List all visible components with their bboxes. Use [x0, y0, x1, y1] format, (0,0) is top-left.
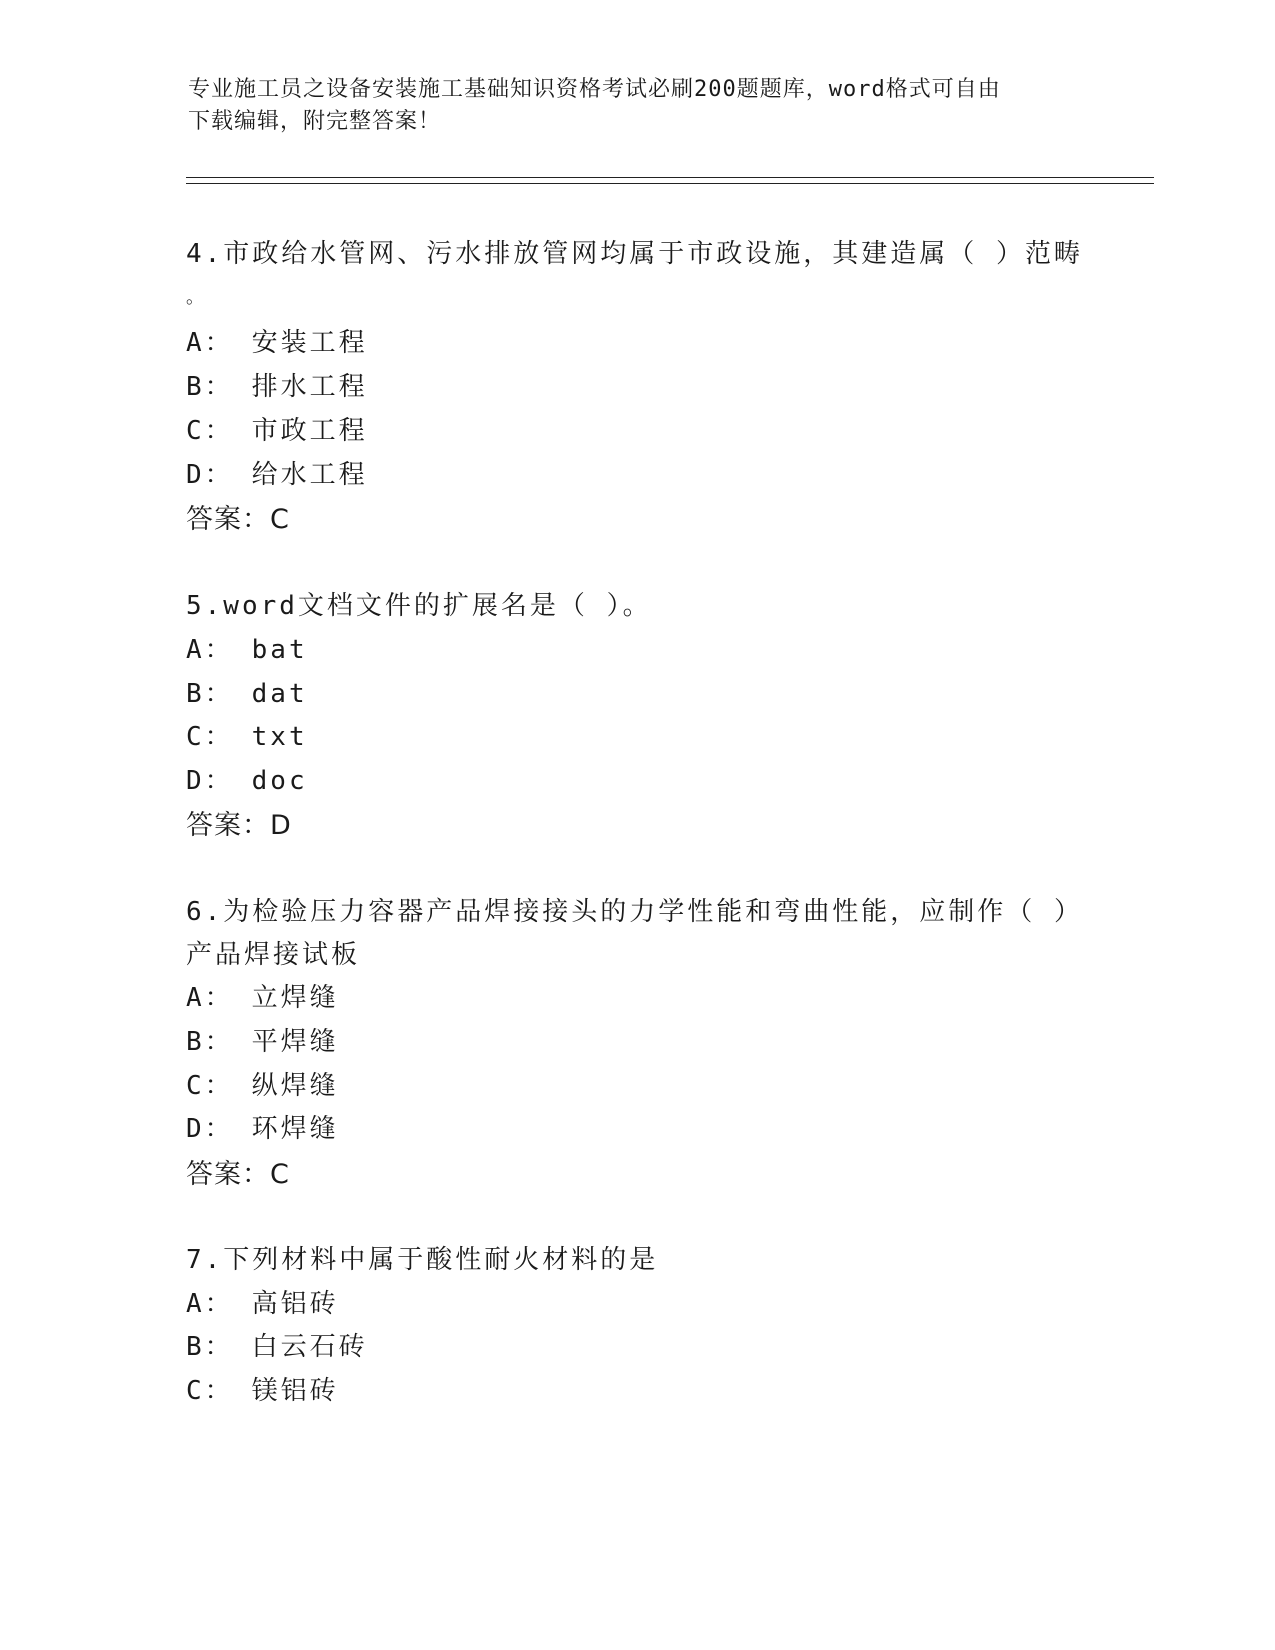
question-5-option-a — [186, 629, 1086, 666]
question-4-option-b — [186, 366, 1086, 403]
option-letter: D： — [186, 460, 234, 490]
question-4-stem-line-2: 。 — [186, 287, 207, 308]
question-5-answer: 答案：D — [186, 810, 292, 841]
question-4-answer: 答案：C — [186, 504, 290, 535]
option-letter: A： — [186, 635, 234, 665]
option-text: 高铝砖 — [251, 1289, 339, 1319]
question-7-option-c — [186, 1370, 1086, 1407]
question-4-stem-line-1: 4.市政给水管网、污水排放管网均属于市政设施，其建造属（ ）范畴 — [186, 239, 1083, 269]
question-6-stem-line-2: 产品焊接试板 — [186, 940, 361, 970]
option-text: 白云石砖 — [251, 1332, 368, 1362]
question-6-option-c — [186, 1065, 1086, 1102]
question-6-stem-line-1: 6.为检验压力容器产品焊接接头的力学性能和弯曲性能，应制作（ ） — [186, 897, 1083, 927]
question-6-option-b — [186, 1021, 1086, 1058]
question-4-option-d — [186, 454, 1086, 491]
option-text: 排水工程 — [251, 372, 368, 402]
option-letter: C： — [186, 1071, 234, 1101]
option-letter: C： — [186, 1376, 234, 1406]
option-letter: A： — [186, 328, 234, 358]
option-text: 安装工程 — [251, 328, 368, 358]
header-line-2: 下载编辑，附完整答案！ — [188, 109, 442, 134]
header-line-1: 专业施工员之设备安装施工基础知识资格考试必刷200题题库，word格式可自由 — [188, 77, 1001, 102]
question-6-option-d — [186, 1108, 1086, 1145]
option-text: 平焊缝 — [251, 1027, 339, 1057]
header-divider-bottom — [186, 183, 1154, 184]
option-text: dat — [251, 679, 308, 709]
option-letter: B： — [186, 372, 234, 402]
question-6-answer: 答案：C — [186, 1159, 290, 1190]
option-letter: B： — [186, 679, 234, 709]
option-text: 纵焊缝 — [251, 1071, 339, 1101]
question-5-option-d — [186, 760, 1086, 797]
option-letter: A： — [186, 1289, 234, 1319]
option-text: 镁铝砖 — [251, 1376, 339, 1406]
option-letter: B： — [186, 1027, 234, 1057]
option-letter: C： — [186, 722, 234, 752]
question-4-option-a — [186, 322, 1086, 359]
option-letter: B： — [186, 1332, 234, 1362]
header-divider-top — [186, 177, 1154, 178]
option-text: doc — [251, 766, 308, 796]
question-5-option-c — [186, 716, 1086, 753]
option-text: bat — [251, 635, 308, 665]
question-5-option-b — [186, 673, 1086, 710]
option-text: 立焊缝 — [251, 983, 339, 1013]
option-text: txt — [251, 722, 308, 752]
question-7-stem-line-1: 7.下列材料中属于酸性耐火材料的是 — [186, 1245, 659, 1275]
option-text: 给水工程 — [251, 460, 368, 490]
option-text: 市政工程 — [251, 416, 368, 446]
question-7-option-b — [186, 1326, 1086, 1363]
option-letter: D： — [186, 1114, 234, 1144]
option-letter: A： — [186, 983, 234, 1013]
option-letter: D： — [186, 766, 234, 796]
option-letter: C： — [186, 416, 234, 446]
question-7-option-a — [186, 1283, 1086, 1320]
document-header — [188, 74, 1088, 138]
question-5-stem-line-1: 5.word文档文件的扩展名是（ ）。 — [186, 591, 652, 621]
question-4-option-c — [186, 410, 1086, 447]
question-6-option-a — [186, 977, 1086, 1014]
option-text: 环焊缝 — [251, 1114, 339, 1144]
